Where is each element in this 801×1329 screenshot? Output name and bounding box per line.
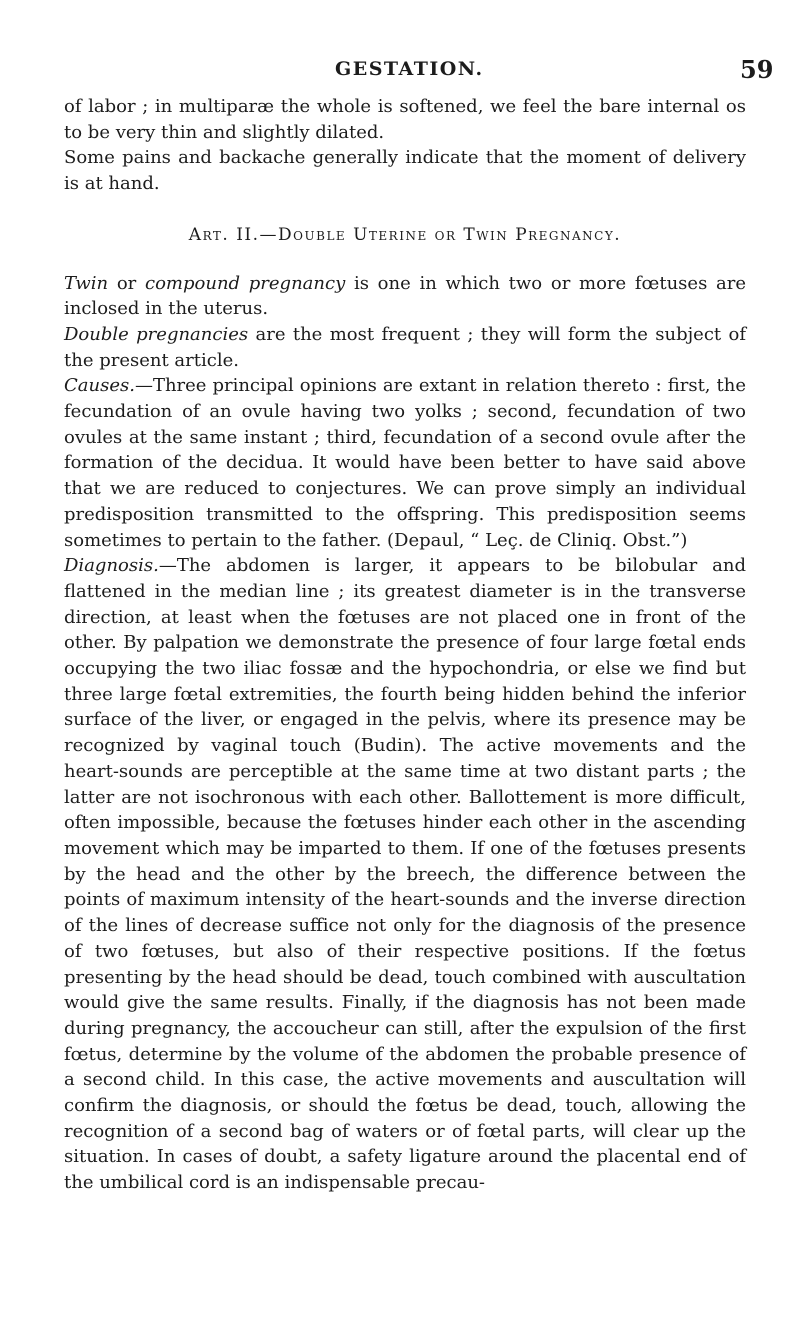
causes-text: —Three principal opinions are extant in relation thereto : first, the fecundation of an ovule having two yolks ; second, fecundation of two ovules at the same instant ; third, fecundation of a second ovule after the formation of the decidua. It would have been better to have said above that we are reduced to conjectures. We can prove simply an individual predisposition transmitted to the offspring. This predisposition seems sometimes to pertain to the father. (Depaul, “ Leç. de Cliniq. Obst.”) [64,375,746,551]
causes-heading: Causes. [64,375,135,397]
page-number: 59 [740,55,774,84]
diagnosis-text: —The abdomen is larger, it appears to be bilobular and flattened in the median line ; its greatest diameter is in the transverse direction, at least when the fœtuses are not placed one in front of the other. By palpation we demonstrate the presence of four large fœtal ends occupying the two iliac fossæ and the hypochondria, or else we find but three large fœtal extremities, the fourth being hidden behind the inferior surface of the liver, or engaged in the pelvis, where its presence may be recognized by vaginal touch (Budin). The active movements and the heart-sounds are perceptible at the same time at two distant parts ; the latter are not isochronous with each other. Ballottement is more difficult, often impossible, because the fœtuses hinder each other in the ascending movement which may be imparted to them. If one of the fœtuses presents by the head and the other by the breech, the difference between the points of maximum intensity of the heart-sounds and the inverse direction of the lines of decrease suffice not only for the diagnosis of the presence of two fœtuses, but also of their respective positions. If the fœtus presenting by the head should be dead, touch combined with auscultation would give the same results. Finally, if the diagnosis has not been made during pregnancy, the accoucheur can still, after the expulsion of the first fœtus, determine by the volume of the abdomen the probable presence of a second child. In this case, the active movements and auscultation will confirm the diagnosis, or should the fœtus be dead, touch, allowing the recognition of a second bag of waters or of fœtal parts, will clear up the situation. In cases of doubt, a safety ligature around the placental end of the umbilical cord is an indispensable precau- [64,555,746,1194]
diagnosis-heading: Diagnosis. [64,555,159,577]
twin-term: Twin [64,272,109,294]
section-heading: Art. II.—Double Uterine or Twin Pregnancy. [188,224,622,245]
double-term: Double pregnancies [64,323,249,345]
running-head [0,55,801,88]
paragraph-causes [64,373,746,553]
twin-connector: or [108,272,145,294]
paragraph-pains: Some pains and backache generally indicate that the moment of delivery is at hand. [64,147,746,195]
twin-definition: is one in which two or more fœtuses are inclosed in the uterus. [64,272,747,320]
paragraph-double [64,322,746,373]
body-text [64,94,746,1196]
double-text: are the most frequent ; they will form the subject of the present article. [64,323,747,371]
paragraph-twin [64,271,746,322]
compound-term: compound pregnancy [145,272,346,294]
running-title: GESTATION. [335,58,484,80]
paragraph-labor: of labor ; in multiparæ the whole is softened, we feel the bare internal os to be very thin and slightly dilated. [64,96,746,143]
paragraph-diagnosis [64,553,746,1196]
